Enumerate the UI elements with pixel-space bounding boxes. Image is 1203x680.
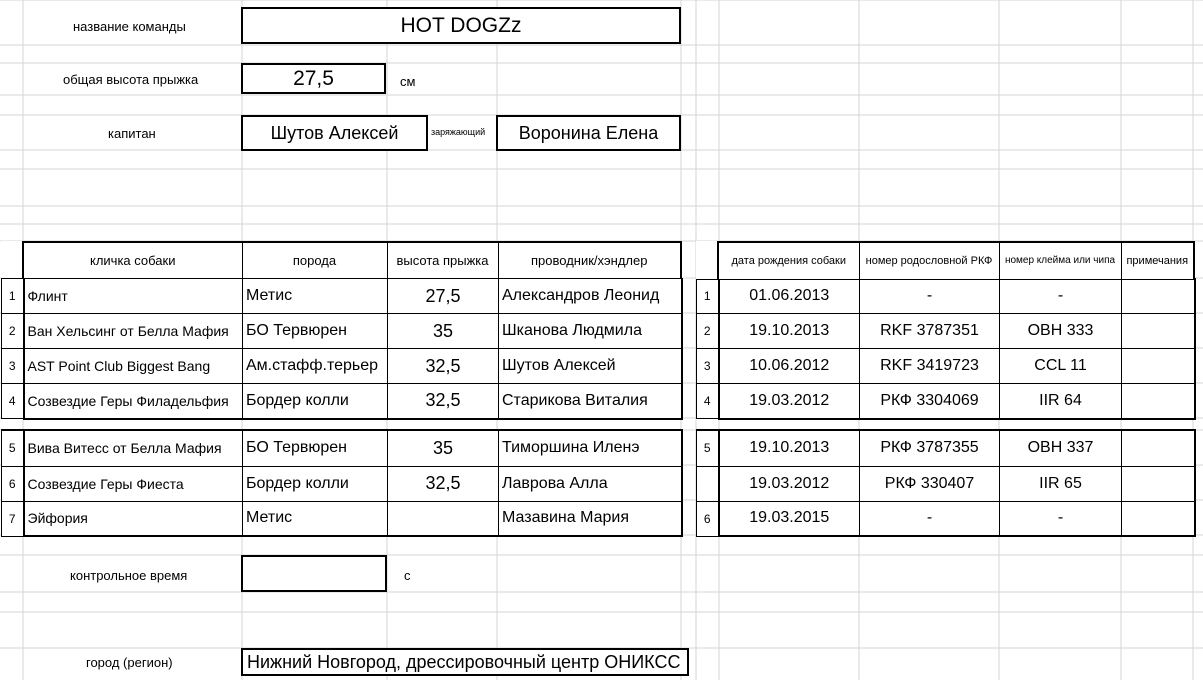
col-header-handler: проводник/хэндлер — [498, 242, 681, 279]
pedigree-cell[interactable]: РКФ 330407 — [860, 466, 1000, 501]
notes-cell[interactable] — [1122, 430, 1195, 466]
control-time-label: контрольное время — [70, 568, 188, 583]
dob-cell[interactable]: 19.03.2015 — [719, 501, 860, 536]
row-number: 3 — [697, 349, 719, 384]
table-row — [2, 384, 682, 419]
row-number: 6 — [2, 466, 24, 501]
jump-height-cell[interactable]: 35 — [388, 430, 499, 466]
row-number — [697, 466, 719, 501]
chip-cell[interactable]: - — [1000, 501, 1122, 536]
city-label: город (регион) — [86, 655, 173, 670]
pedigree-cell[interactable]: РКФ 3304069 — [860, 384, 1000, 419]
table-row — [2, 314, 682, 349]
loader-value: Воронина Елена — [518, 122, 659, 143]
docs-table-group-2 — [696, 429, 1196, 537]
col-header-chip: номер клейма или чипа — [999, 242, 1121, 279]
team-name-label: название команды — [73, 19, 186, 34]
dob-cell[interactable]: 10.06.2012 — [719, 349, 860, 384]
dob-cell[interactable]: 01.06.2013 — [719, 279, 860, 314]
control-time-unit: с — [404, 568, 411, 583]
jump-height-cell[interactable]: 32,5 — [388, 466, 499, 501]
dogs-table-header — [1, 242, 681, 279]
dog-name-cell[interactable]: Ван Хельсинг от Белла Мафия — [24, 314, 243, 349]
dog-name-cell[interactable]: AST Point Club Biggest Bang — [24, 349, 243, 384]
breed-cell[interactable]: БО Тервюрен — [243, 314, 388, 349]
chip-cell[interactable]: IIR 65 — [1000, 466, 1122, 501]
row-number: 3 — [2, 349, 24, 384]
dog-name-cell[interactable]: Эйфория — [24, 501, 243, 536]
handler-cell[interactable]: Шутов Алексей — [499, 349, 682, 384]
row-number: 7 — [2, 501, 24, 536]
handler-cell[interactable]: Тиморшина Иленэ — [499, 430, 682, 466]
dog-name-cell[interactable]: Флинт — [24, 279, 243, 314]
table-row — [2, 349, 682, 384]
jump-height-cell[interactable]: 27,5 — [388, 279, 499, 314]
loader-label: заряжающий — [431, 127, 486, 137]
row-number: 5 — [2, 430, 24, 466]
chip-cell[interactable]: ОВН 337 — [1000, 430, 1122, 466]
dob-cell[interactable]: 19.03.2012 — [719, 384, 860, 419]
table-row — [697, 279, 1195, 314]
notes-cell[interactable] — [1122, 279, 1195, 314]
dog-name-cell[interactable]: Созвездие Геры Фиеста — [24, 466, 243, 501]
col-header-pedigree: номер родословной РКФ — [859, 242, 999, 279]
row-number: 4 — [697, 384, 719, 419]
jump-height-value: 27,5 — [293, 66, 334, 90]
pedigree-cell[interactable]: - — [860, 501, 1000, 536]
breed-cell[interactable]: Бордер колли — [243, 384, 388, 419]
breed-cell[interactable]: БО Тервюрен — [243, 430, 388, 466]
chip-cell[interactable]: ОВН 333 — [1000, 314, 1122, 349]
team-name-cell[interactable] — [241, 7, 681, 44]
loader-cell[interactable] — [496, 115, 681, 151]
jump-unit-label: см — [400, 74, 416, 89]
dog-name-cell[interactable]: Созвездие Геры Филадельфия — [24, 384, 243, 419]
row-number: 1 — [697, 279, 719, 314]
chip-cell[interactable]: IIR 64 — [1000, 384, 1122, 419]
handler-cell[interactable]: Старикова Виталия — [499, 384, 682, 419]
docs-table-header — [696, 242, 1194, 279]
row-number: 4 — [2, 384, 24, 419]
table-row — [2, 430, 682, 466]
dog-name-cell[interactable]: Вива Витесс от Белла Мафия — [24, 430, 243, 466]
col-header-jump: высота прыжка — [387, 242, 498, 279]
control-time-cell[interactable] — [241, 555, 387, 592]
captain-label: капитан — [108, 126, 156, 141]
table-row — [697, 466, 1195, 501]
table-row — [697, 384, 1195, 419]
notes-cell[interactable] — [1122, 466, 1195, 501]
row-number: 5 — [697, 430, 719, 466]
row-number: 1 — [2, 279, 24, 314]
notes-cell[interactable] — [1122, 501, 1195, 536]
breed-cell[interactable]: Ам.стафф.терьер — [243, 349, 388, 384]
breed-cell[interactable]: Метис — [243, 501, 388, 536]
table-row — [2, 466, 682, 501]
row-number: 6 — [697, 501, 719, 536]
jump-height-cell[interactable]: 32,5 — [388, 384, 499, 419]
table-row — [697, 349, 1195, 384]
jump-height-cell[interactable] — [388, 501, 499, 536]
col-header-breed: порода — [242, 242, 387, 279]
jump-height-cell[interactable] — [241, 63, 386, 94]
docs-table-group-1 — [696, 278, 1196, 420]
dogs-docs-table — [696, 241, 1195, 280]
breed-cell[interactable]: Бордер колли — [243, 466, 388, 501]
jump-height-cell[interactable]: 32,5 — [388, 349, 499, 384]
captain-value: Шутов Алексей — [270, 122, 399, 143]
captain-cell[interactable] — [241, 115, 428, 151]
pedigree-cell[interactable]: RKF 3787351 — [860, 314, 1000, 349]
col-header-dog-name: кличка собаки — [23, 242, 242, 279]
dogs-table-group-2 — [1, 429, 683, 537]
notes-cell[interactable] — [1122, 384, 1195, 419]
team-name-value: HOT DOGZz — [400, 13, 522, 37]
jump-height-label: общая высота прыжка — [63, 72, 199, 87]
dob-cell[interactable]: 19.10.2013 — [719, 314, 860, 349]
table-row — [697, 430, 1195, 466]
handler-cell[interactable]: Шканова Людмила — [499, 314, 682, 349]
dogs-table-main — [1, 241, 682, 280]
handler-cell[interactable]: Александров Леонид — [499, 279, 682, 314]
pedigree-cell[interactable]: РКФ 3787355 — [860, 430, 1000, 466]
notes-cell[interactable] — [1122, 349, 1195, 384]
breed-cell[interactable]: Метис — [243, 279, 388, 314]
notes-cell[interactable] — [1122, 314, 1195, 349]
city-value: Нижний Новгород, дрессировочный центр ОНИКСС — [247, 651, 681, 672]
row-number: 2 — [2, 314, 24, 349]
city-cell[interactable] — [241, 648, 689, 676]
pedigree-cell[interactable]: - — [860, 279, 1000, 314]
col-header-dob: дата рождения собаки — [718, 242, 859, 279]
dogs-table-group-1 — [1, 278, 683, 420]
chip-cell[interactable]: - — [1000, 279, 1122, 314]
table-row — [697, 314, 1195, 349]
handler-cell[interactable]: Мазавина Мария — [499, 501, 682, 536]
table-row — [2, 501, 682, 536]
jump-height-cell[interactable]: 35 — [388, 314, 499, 349]
handler-cell[interactable]: Лаврова Алла — [499, 466, 682, 501]
table-row — [2, 279, 682, 314]
table-row — [697, 501, 1195, 536]
row-number: 2 — [697, 314, 719, 349]
col-header-notes: примечания — [1121, 242, 1194, 279]
dob-cell[interactable]: 19.03.2012 — [719, 466, 860, 501]
chip-cell[interactable]: CCL 11 — [1000, 349, 1122, 384]
pedigree-cell[interactable]: RKF 3419723 — [860, 349, 1000, 384]
dob-cell[interactable]: 19.10.2013 — [719, 430, 860, 466]
